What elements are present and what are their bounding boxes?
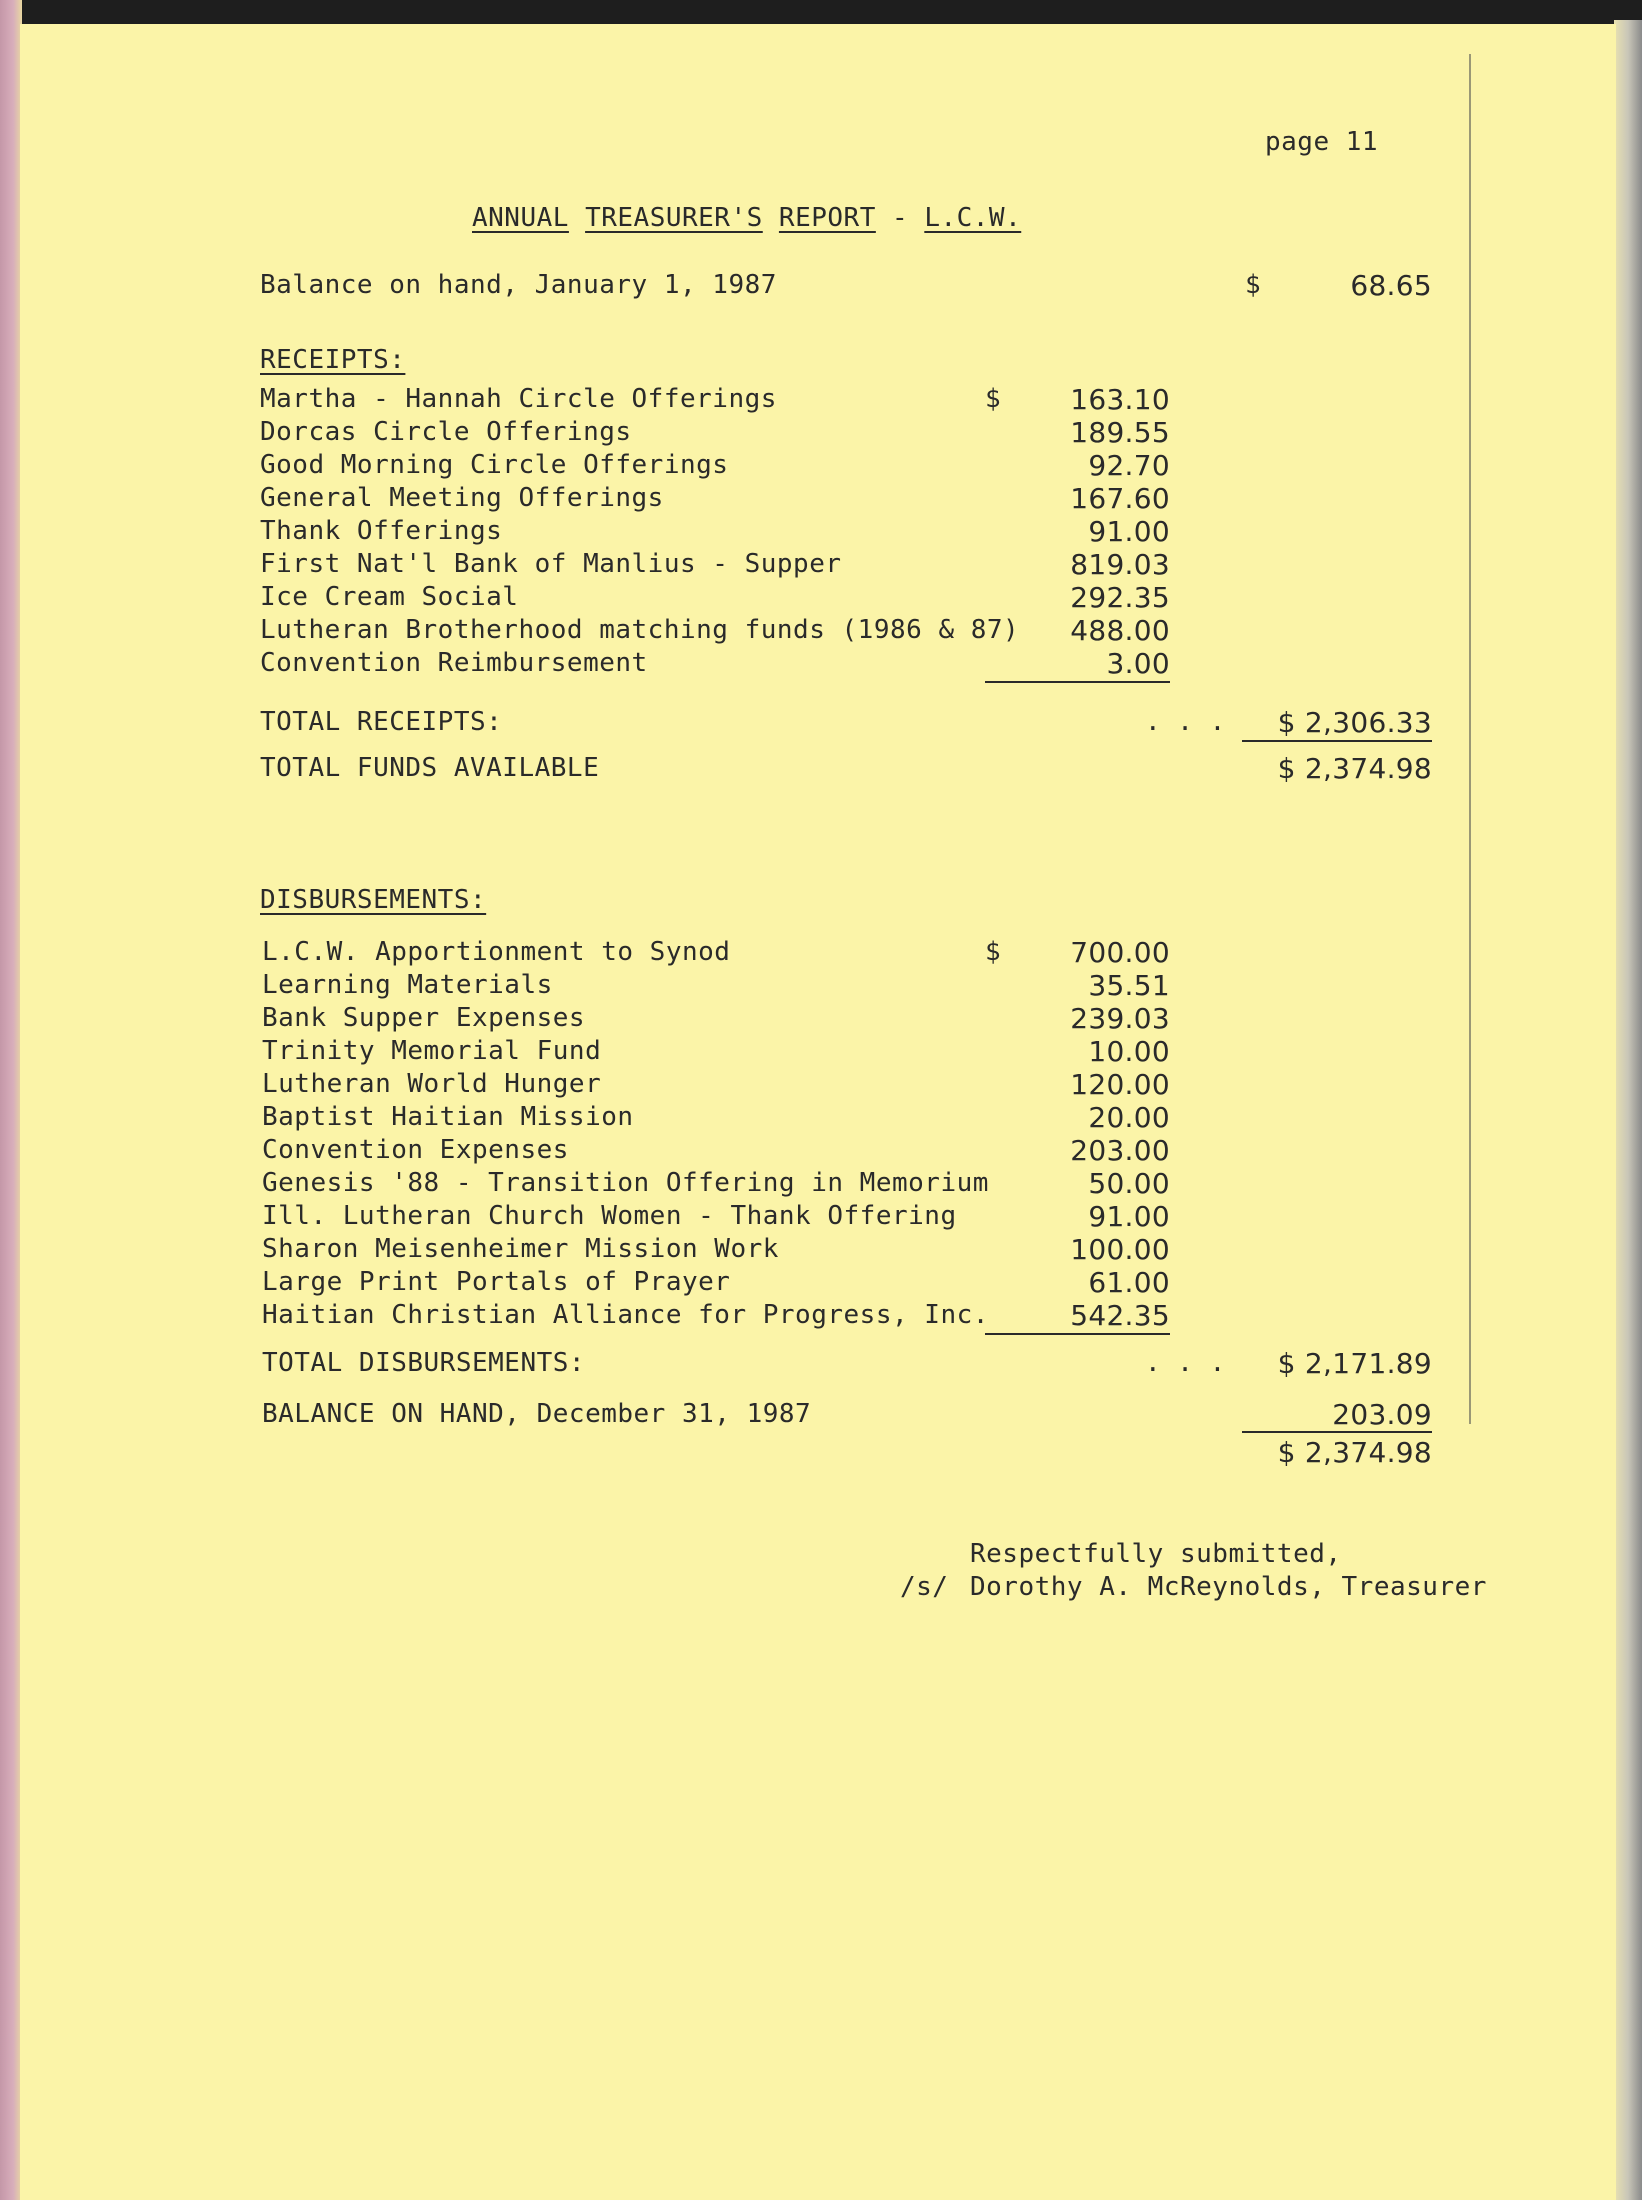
- closing-balance-label: BALANCE ON HAND, December 31, 1987: [262, 1399, 812, 1429]
- disbursement-label: Bank Supper Expenses: [262, 1003, 586, 1033]
- report-title: ANNUAL TREASURER'S REPORT - L.C.W.: [472, 203, 1022, 233]
- title-word-1: ANNUAL: [472, 203, 569, 233]
- disbursement-label: L.C.W. Apportionment to Synod: [262, 937, 731, 967]
- receipt-label: Convention Reimbursement: [260, 648, 648, 678]
- receipt-amount: 163.10: [1070, 383, 1170, 416]
- disbursement-label: Ill. Lutheran Church Women - Thank Offering: [262, 1201, 957, 1231]
- disbursement-label: Haitian Christian Alliance for Progress, Inc.: [262, 1300, 989, 1330]
- receipt-label: Martha - Hannah Circle Offerings: [260, 384, 777, 414]
- scan-left-edge: [0, 0, 22, 2200]
- disbursement-amount: 50.00: [1088, 1167, 1170, 1200]
- total-disbursements-dots: . . .: [1145, 1348, 1226, 1378]
- disbursement-label: Learning Materials: [262, 970, 553, 1000]
- disbursement-amount: 35.51: [1088, 969, 1170, 1002]
- receipt-label: Dorcas Circle Offerings: [260, 417, 632, 447]
- total-receipts-amount: $ 2,306.33: [1277, 706, 1432, 739]
- receipt-amount: 92.70: [1088, 449, 1170, 482]
- disbursement-amount: 542.35: [1070, 1299, 1170, 1332]
- receipt-amount: 3.00: [1106, 647, 1170, 680]
- grand-total-amount: $ 2,374.98: [1277, 1436, 1432, 1469]
- receipt-amount: 819.03: [1070, 548, 1170, 581]
- title-word-4: L.C.W.: [924, 203, 1022, 233]
- disbursements-currency: $: [985, 937, 1002, 967]
- opening-balance-amount: 68.65: [1350, 269, 1432, 302]
- closing-balance-rule: [1242, 1431, 1432, 1433]
- funds-available-label: TOTAL FUNDS AVAILABLE: [260, 753, 600, 783]
- closing-balance-amount: 203.09: [1332, 1398, 1432, 1431]
- total-disbursements-label: TOTAL DISBURSEMENTS:: [262, 1348, 586, 1378]
- opening-balance-currency: $: [1245, 270, 1262, 300]
- disbursement-amount: 700.00: [1070, 936, 1170, 969]
- receipt-label: Good Morning Circle Offerings: [260, 450, 729, 480]
- disbursement-amount: 100.00: [1070, 1233, 1170, 1266]
- scan-top-edge: [0, 0, 1642, 26]
- disbursements-heading: DISBURSEMENTS:: [260, 885, 487, 915]
- receipt-amount: 488.00: [1070, 614, 1170, 647]
- disbursement-amount: 203.00: [1070, 1134, 1170, 1167]
- funds-available-amount: $ 2,374.98: [1277, 752, 1432, 785]
- signature-line-2: Dorothy A. McReynolds, Treasurer: [970, 1572, 1487, 1602]
- disbursement-label: Genesis '88 - Transition Offering in Memorium: [262, 1168, 989, 1198]
- disbursement-label: Baptist Haitian Mission: [262, 1102, 634, 1132]
- receipt-amount: 167.60: [1070, 482, 1170, 515]
- disbursement-amount: 61.00: [1088, 1266, 1170, 1299]
- receipt-amount: 189.55: [1070, 416, 1170, 449]
- receipts-subtotal-rule: [985, 681, 1170, 683]
- disbursements-subtotal-rule: [985, 1333, 1170, 1335]
- disbursement-label: Convention Expenses: [262, 1135, 569, 1165]
- signature-prefix: /s/: [900, 1572, 949, 1602]
- receipts-currency: $: [985, 384, 1002, 414]
- receipt-amount: 91.00: [1088, 515, 1170, 548]
- disbursement-label: Large Print Portals of Prayer: [262, 1267, 731, 1297]
- disbursement-label: Lutheran World Hunger: [262, 1069, 602, 1099]
- document-page: [20, 24, 1616, 2200]
- opening-balance-label: Balance on hand, January 1, 1987: [260, 270, 777, 300]
- receipt-label: Ice Cream Social: [260, 582, 519, 612]
- total-receipts-label: TOTAL RECEIPTS:: [260, 707, 503, 737]
- disbursement-amount: 120.00: [1070, 1068, 1170, 1101]
- disbursement-amount: 91.00: [1088, 1200, 1170, 1233]
- receipts-heading: RECEIPTS:: [260, 345, 406, 375]
- disbursement-amount: 239.03: [1070, 1002, 1170, 1035]
- receipt-label: Thank Offerings: [260, 516, 503, 546]
- page-number: page 11: [1265, 127, 1379, 157]
- receipt-amount: 292.35: [1070, 581, 1170, 614]
- page-fold-line: [1469, 54, 1471, 1424]
- receipt-label: Lutheran Brotherhood matching funds (1986 & 87): [260, 615, 1020, 645]
- receipt-label: General Meeting Offerings: [260, 483, 664, 513]
- scan-right-edge: [1614, 20, 1642, 2200]
- title-word-2: TREASURER'S: [585, 203, 763, 233]
- disbursement-label: Trinity Memorial Fund: [262, 1036, 602, 1066]
- total-disbursements-amount: $ 2,171.89: [1277, 1347, 1432, 1380]
- total-receipts-dots: . . .: [1145, 707, 1226, 737]
- total-receipts-rule: [1242, 740, 1432, 742]
- disbursement-label: Sharon Meisenheimer Mission Work: [262, 1234, 779, 1264]
- title-word-3: REPORT: [778, 203, 876, 233]
- disbursement-amount: 10.00: [1088, 1035, 1170, 1068]
- disbursement-amount: 20.00: [1088, 1101, 1170, 1134]
- signature-line-1: Respectfully submitted,: [970, 1539, 1342, 1569]
- receipt-label: First Nat'l Bank of Manlius - Supper: [260, 549, 842, 579]
